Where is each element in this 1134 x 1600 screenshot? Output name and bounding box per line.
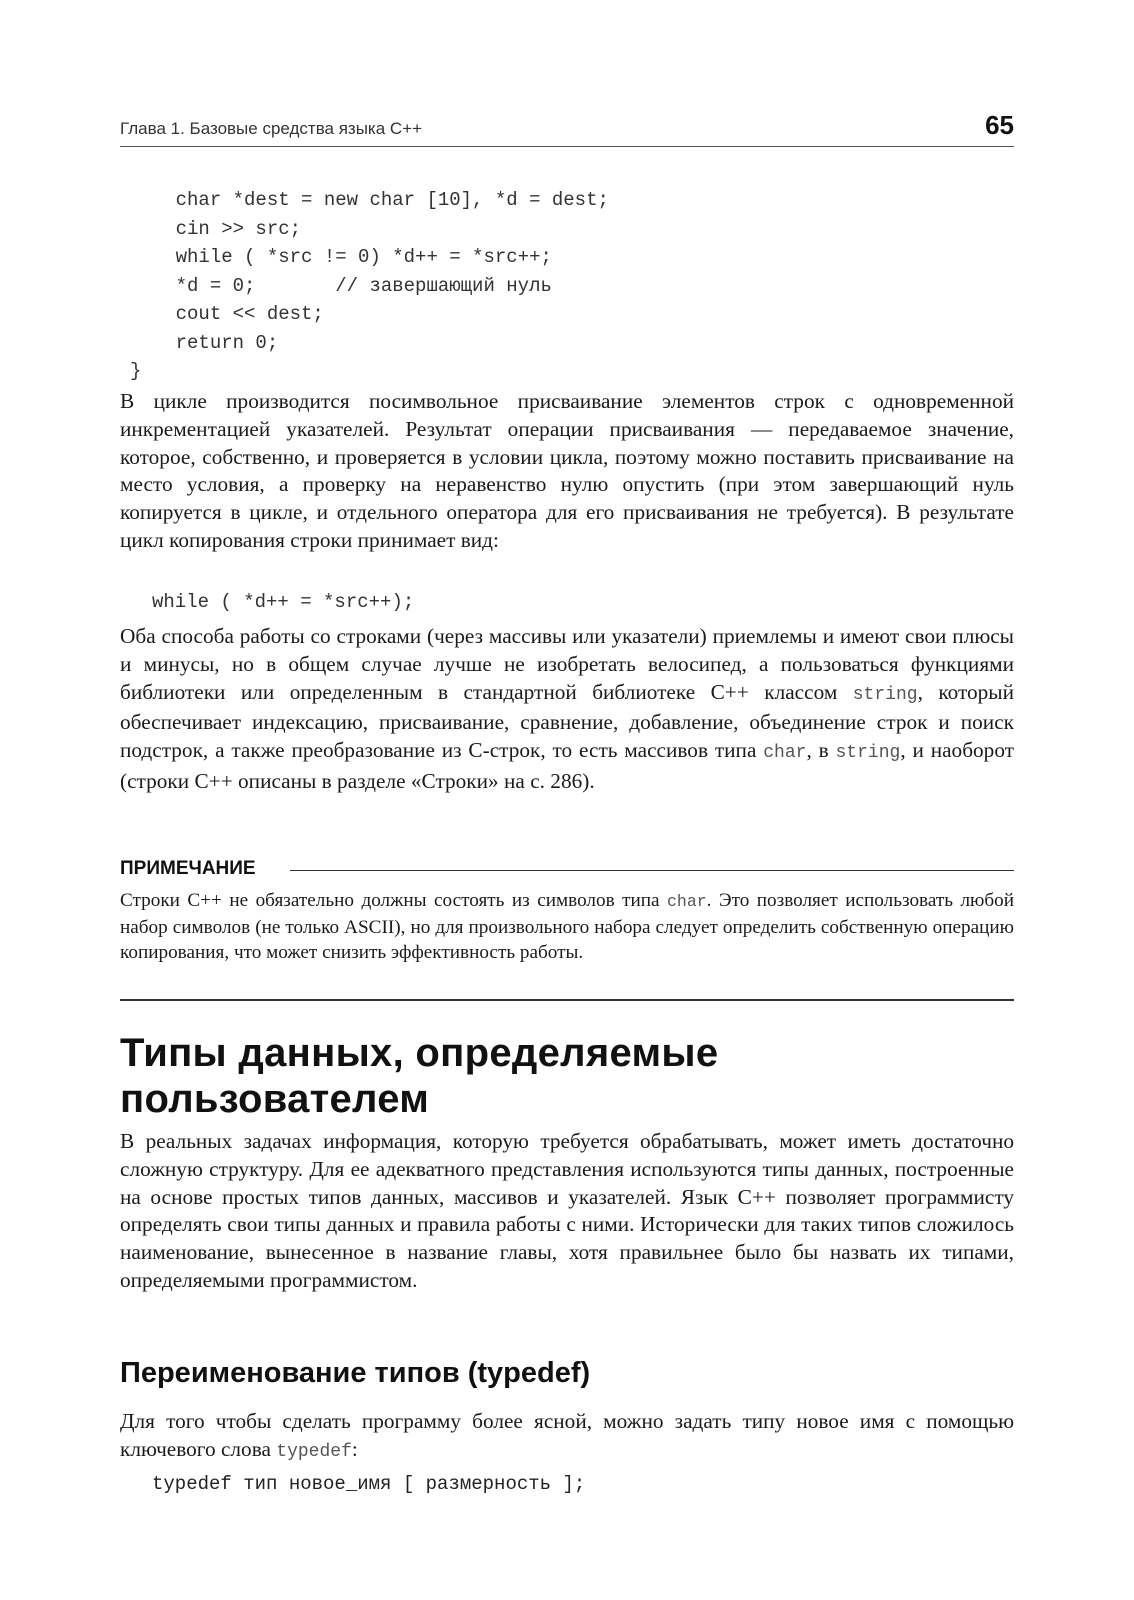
inline-code-string: string [852,684,918,705]
note-rule [290,870,1014,871]
paragraph-typedef-intro: Для того чтобы сделать программу более ясной, можно задать типу новое имя с помощью ключевого слова typedef: [120,1409,1014,1462]
code-line-short-loop: while ( *d++ = *src++); [152,591,415,613]
paragraph-user-types-intro: В реальных задачах информация, которую требуется обрабатывать, может иметь достаточно сложную структуру. Для ее адекватного представления используются типы данных, построенные на основе простых типов данных, массивов и указателей. Язык C++ позволяет программисту определять свои типы данных и правила работы с ними. Исторически для таких типов сложилось наименование, вынесенное в название главы, хотя правильнее было бы назвать их типами, определяемыми программистом. [120,1129,1014,1292]
code-line: cin >> src; [130,217,302,240]
code-line: while ( *src != 0) *d++ = *src++; [130,246,552,268]
inline-code-typedef: typedef [276,1441,352,1462]
note-text: Строки C++ не обязательно должны состоять из символов типа char. Это позволяет использовать любой набор символов (не только ASCII), но для произвольного набора следует определить собственную операцию копирования, что может снизить эффективность работы. [120,890,1014,963]
section-heading: Типы данных, определяемые пользователем [120,1031,719,1121]
running-header [120,110,1014,147]
code-line: cout << dest; [130,303,324,325]
inline-code-string: string [835,743,901,764]
code-block-copy-loop [130,186,609,386]
code-line-typedef-syntax: typedef тип новое_имя [ размерность ]; [152,1473,586,1495]
code-line: return 0; [130,331,279,354]
code-line: } [130,360,142,382]
note-header [120,858,1014,884]
paragraph-loop-explanation: В цикле производится посимвольное присваивание элементов строк с одновременной инкрементацией указателей. Результат операции присваивания — передаваемое значение, которое, собственно, и проверяется в условии цикла, поэтому можно поставить присваивание на место условия, а проверку на неравенство нулю опустить (при этом завершающий нуль копируется в цикле, и отдельного оператора для его присваивания не требуется). В результате цикл копирования строки принимает вид: [120,389,1014,552]
inline-code-char: char [667,892,707,911]
code-line: char *dest = new char [10], *d = dest; [130,189,609,211]
page-number: 65 [985,110,1014,140]
subsection-heading: Переименование типов (typedef) [120,1357,591,1389]
note-title: ПРИМЕЧАНИЕ [120,858,266,880]
book-page [120,0,1014,1600]
paragraph-string-methods: Оба способа работы со строками (через массивы или указатели) приемлемы и имеют свои плюсы и минусы, но в общем случае лучше не изобретать велосипед, а пользоваться функциями библиотеки или определенным в стандартной библиотеке C++ классом string, который обеспечивает индексацию, присваивание, сравнение, добавление, объединение строк и поиск подстрок, а также преобразование из C-строк, то есть массивов типа char, в string, и наоборот (строки C++ описаны в разделе «Строки» на с. 286). [120,624,1014,793]
note-box [120,858,1014,1001]
code-line: *d = 0; // завершающий нуль [130,274,552,297]
inline-code-char: char [763,743,807,764]
chapter-title: Глава 1. Базовые средства языка C++ [120,119,423,138]
